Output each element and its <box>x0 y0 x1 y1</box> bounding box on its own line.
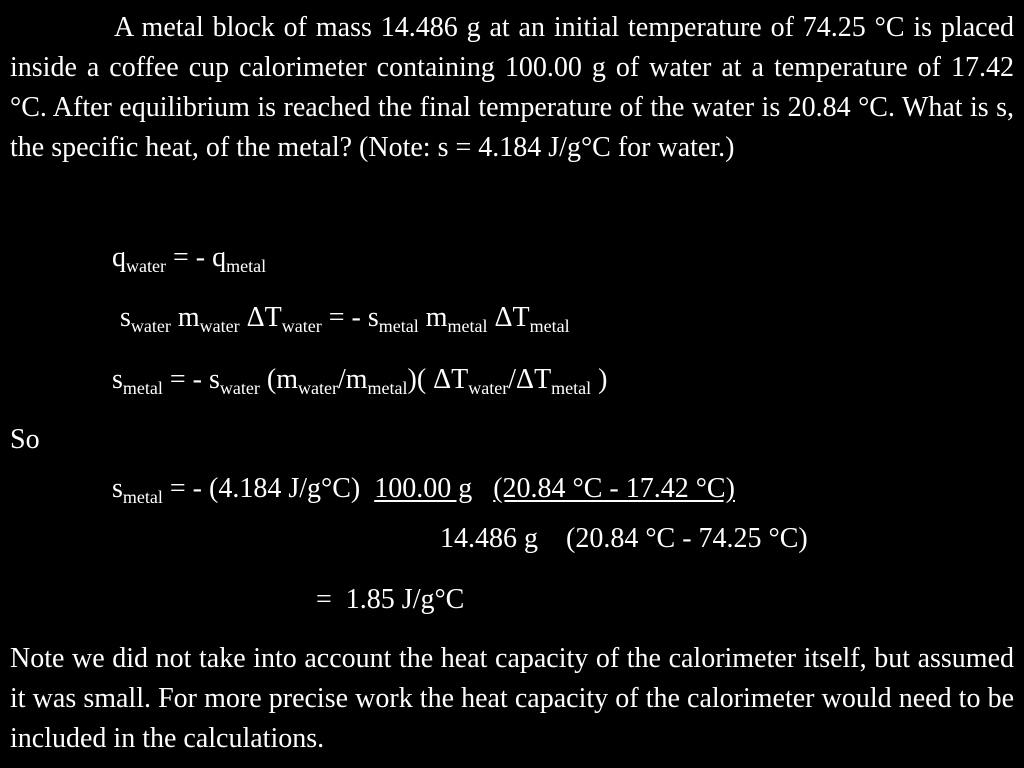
denominator-temperature-diff: (20.84 °C - 74.25 °C) <box>566 523 808 554</box>
substitution-denominator <box>440 519 808 559</box>
numerator-temperature-diff: (20.84 °C - 17.42 °C) <box>493 473 735 504</box>
heat-balance-equation: $q_{water}$ = - $q_{metal}$ <box>112 242 267 276</box>
note-paragraph: Note we did not take into account the heat capacity of the calorimeter itself, but assumed it was small. For more precise work the heat capacity of the calorimeter would need to be included in the calculations. <box>10 643 1014 754</box>
denominator-mass: 14.486 g <box>440 523 538 554</box>
problem-statement: A metal block of mass 14.486 g at an initial temperature of 74.25 °C is placed inside a coffee cup calorimeter containing 100.00 g of water at a temperature of 17.42 °C. After equilibrium is reached the final temperature of the water is 20.84 °C. What is s, the specific heat, of the metal? (Note: s = 4.184 J/g°C for water.) <box>10 12 1014 163</box>
expanded-heat-equation: $s_{water}$ $m_{water}$ $\Delta T_{water}$ = - $s_{metal}$ $m_{metal}$ $\Delta T_{metal}$ <box>120 302 570 336</box>
so-label: So <box>10 424 40 455</box>
substitution-numerator: $s_{metal}$ = - (4.184 J/g°C) 100.00 g (20.84 °C - 17.42 °C) <box>112 473 735 507</box>
result: = 1.85 J/g°C <box>316 584 465 615</box>
solved-specific-heat-equation: $s_{metal}$ = - $s_{water}$ $(m_{water}/m_{metal})$( $\Delta T_{water}/\Delta T_{metal}$ ) <box>112 364 608 398</box>
numerator-mass: 100.00 g <box>374 473 473 504</box>
